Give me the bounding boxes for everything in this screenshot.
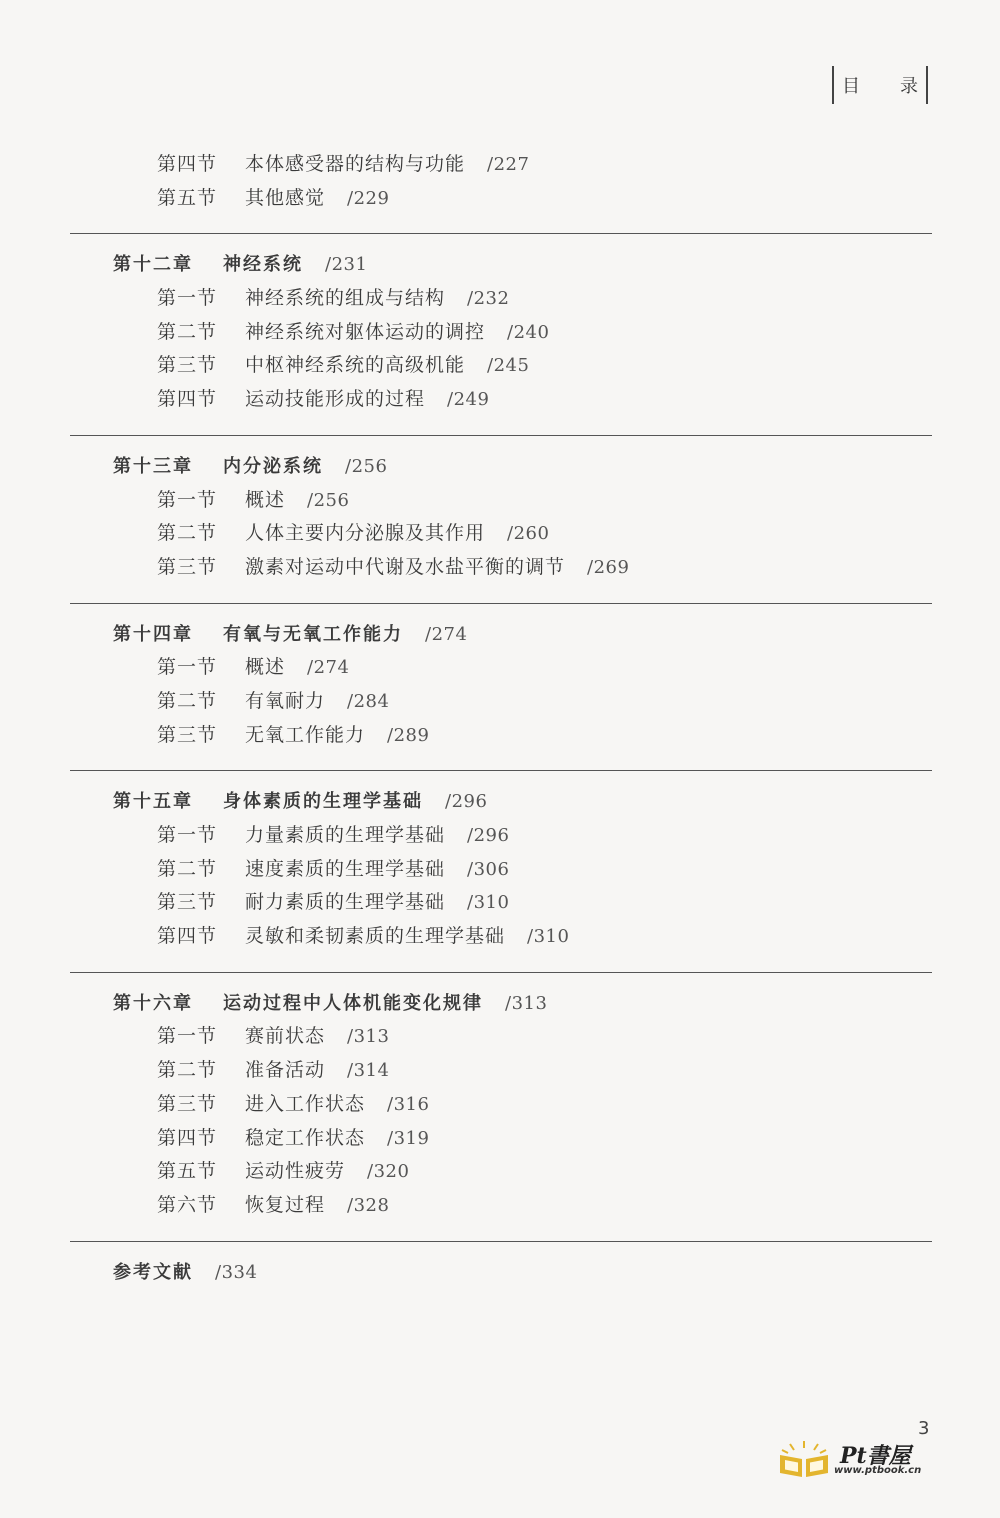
section-divider — [70, 1241, 932, 1242]
toc-entry-number: 第二节 — [157, 320, 218, 343]
toc-entry-number: 第四节 — [157, 925, 218, 948]
toc-section-row — [70, 719, 932, 753]
toc-entry-page: /296 — [445, 791, 488, 813]
toc-entry-page: /274 — [307, 657, 350, 679]
toc-entry-number: 第三节 — [157, 555, 218, 578]
toc-chapter-row — [70, 1256, 932, 1290]
toc-section-row — [70, 1088, 932, 1122]
header-left-char: 目 — [842, 76, 860, 97]
toc-entry-page: /227 — [487, 154, 530, 175]
watermark-logo — [776, 1437, 956, 1481]
toc-entry-page: /289 — [387, 724, 430, 746]
toc-section-row — [70, 349, 932, 383]
toc-entry-number: 第四节 — [157, 388, 218, 411]
toc-entry-number: 第三节 — [157, 723, 218, 746]
header-right-char: 录 — [900, 76, 918, 97]
toc-entry-page: /260 — [507, 523, 550, 545]
toc-entry-title: 内分泌系统 — [223, 455, 323, 477]
toc-entry-number: 第十三章 — [113, 455, 193, 477]
toc-entry-number: 第五节 — [157, 186, 218, 209]
toc-section-row — [70, 819, 932, 853]
toc-entry-number: 第十四章 — [113, 623, 193, 645]
toc-entry-title: 无氧工作能力 — [245, 723, 366, 746]
toc-entry-page: /269 — [587, 556, 630, 578]
toc-chapter-row — [70, 618, 932, 652]
toc-section-row — [70, 1020, 932, 1054]
toc-entry-page: /245 — [487, 355, 530, 377]
toc-entry-page: /229 — [347, 187, 390, 209]
toc-entry-title: 中枢神经系统的高级机能 — [245, 354, 466, 377]
section-divider — [70, 770, 932, 771]
page-number: 3 — [918, 1418, 930, 1439]
toc-entry-number: 第四节 — [157, 1126, 218, 1149]
toc-entry-page: /274 — [425, 623, 468, 645]
toc-entry-number: 第三节 — [157, 891, 218, 914]
toc-entry-title: 神经系统 — [223, 254, 303, 276]
table-of-contents — [70, 148, 932, 1289]
toc-entry-number: 第二节 — [157, 522, 218, 545]
toc-section-row — [70, 282, 932, 316]
toc-entry-page: /313 — [505, 992, 548, 1014]
toc-entry-number: 第六节 — [157, 1193, 218, 1216]
toc-section-row — [70, 853, 932, 887]
toc-entry-title: 概述 — [245, 656, 286, 679]
toc-entry-page: /232 — [467, 288, 510, 310]
section-divider — [70, 972, 932, 973]
toc-entry-title: 神经系统的组成与结构 — [245, 287, 446, 310]
toc-entry-title: 进入工作状态 — [245, 1092, 366, 1115]
toc-entry-number: 第一节 — [157, 824, 218, 846]
toc-section-row — [70, 383, 932, 417]
toc-section-row — [70, 148, 932, 182]
toc-entry-title: 身体素质的生理学基础 — [223, 791, 423, 813]
toc-entry-title: 其他感觉 — [245, 186, 326, 209]
toc-entry-number: 第三节 — [157, 1092, 218, 1115]
toc-entry-title: 运动技能形成的过程 — [245, 388, 426, 411]
toc-entry-title: 有氧耐力 — [245, 689, 326, 712]
toc-entry-title: 运动性疲劳 — [245, 1160, 346, 1183]
toc-entry-title: 准备活动 — [245, 1059, 326, 1082]
toc-section-row — [70, 316, 932, 350]
open-book-icon — [776, 1439, 832, 1479]
toc-entry-page: /334 — [215, 1261, 258, 1283]
toc-entry-page: /256 — [307, 489, 350, 511]
toc-section-row — [70, 886, 932, 920]
toc-entry-title: 激素对运动中代谢及水盐平衡的调节 — [245, 555, 566, 578]
toc-section-row — [70, 920, 932, 954]
toc-section-row — [70, 1155, 932, 1189]
toc-entry-page: /256 — [345, 455, 388, 477]
toc-section-row — [70, 551, 932, 585]
toc-entry-number: 第十六章 — [113, 992, 193, 1014]
toc-entry-number: 第一节 — [157, 656, 218, 679]
toc-entry-title: 有氧与无氧工作能力 — [223, 623, 403, 645]
toc-entry-title: 人体主要内分泌腺及其作用 — [245, 522, 486, 545]
toc-entry-title: 恢复过程 — [245, 1193, 326, 1216]
toc-entry-title: 速度素质的生理学基础 — [245, 857, 446, 880]
toc-entry-number: 第二节 — [157, 689, 218, 712]
toc-entry-number: 第一节 — [157, 1025, 218, 1048]
toc-section-row — [70, 484, 932, 518]
toc-entry-title: 力量素质的生理学基础 — [245, 824, 446, 846]
toc-entry-page: /306 — [467, 858, 510, 880]
toc-entry-page: /240 — [507, 321, 550, 343]
toc-entry-page: /314 — [347, 1060, 390, 1082]
toc-chapter-row — [70, 785, 932, 819]
toc-entry-title: 耐力素质的生理学基础 — [245, 891, 446, 914]
toc-chapter-row — [70, 987, 932, 1021]
running-header — [832, 66, 928, 104]
toc-entry-title: 概述 — [245, 488, 286, 511]
toc-entry-number: 第二节 — [157, 857, 218, 880]
toc-entry-page: /310 — [467, 892, 510, 914]
toc-entry-number: 第五节 — [157, 1160, 218, 1183]
section-divider — [70, 233, 932, 234]
toc-entry-page: /310 — [527, 926, 570, 948]
toc-entry-page: /316 — [387, 1093, 430, 1115]
toc-entry-number: 第十二章 — [113, 254, 193, 276]
toc-section-row — [70, 1054, 932, 1088]
toc-section-row — [70, 651, 932, 685]
toc-entry-title: 神经系统对躯体运动的调控 — [245, 320, 486, 343]
toc-chapter-row — [70, 248, 932, 282]
watermark-title: Pt書屋 — [840, 1443, 911, 1469]
section-divider — [70, 435, 932, 436]
toc-section-row — [70, 182, 932, 216]
toc-entry-number: 第一节 — [157, 287, 218, 310]
toc-entry-page: /249 — [447, 389, 490, 411]
toc-entry-page: /284 — [347, 690, 390, 712]
toc-entry-page: /319 — [387, 1127, 430, 1149]
toc-entry-number: 第三节 — [157, 354, 218, 377]
section-divider — [70, 603, 932, 604]
toc-entry-title: 灵敏和柔韧素质的生理学基础 — [245, 925, 506, 948]
toc-entry-number: 第四节 — [157, 153, 218, 175]
toc-entry-page: /320 — [367, 1161, 410, 1183]
toc-entry-number: 第一节 — [157, 488, 218, 511]
toc-section-row — [70, 685, 932, 719]
toc-entry-page: /231 — [325, 254, 368, 276]
toc-entry-title: 本体感受器的结构与功能 — [245, 153, 466, 175]
toc-entry-title: 运动过程中人体机能变化规律 — [223, 992, 483, 1014]
toc-entry-page: /296 — [467, 825, 510, 846]
toc-entry-page: /328 — [347, 1194, 390, 1216]
toc-section-row — [70, 517, 932, 551]
toc-entry-number: 第十五章 — [113, 791, 193, 813]
toc-entry-title: 稳定工作状态 — [245, 1126, 366, 1149]
toc-entry-page: /313 — [347, 1026, 390, 1048]
toc-section-row — [70, 1122, 932, 1156]
toc-entry-title: 赛前状态 — [245, 1025, 326, 1048]
toc-entry-number: 参考文献 — [113, 1261, 193, 1283]
toc-section-row — [70, 1189, 932, 1223]
watermark-url: www.ptbook.cn — [834, 1465, 922, 1476]
toc-entry-number: 第二节 — [157, 1059, 218, 1082]
toc-chapter-row — [70, 450, 932, 484]
